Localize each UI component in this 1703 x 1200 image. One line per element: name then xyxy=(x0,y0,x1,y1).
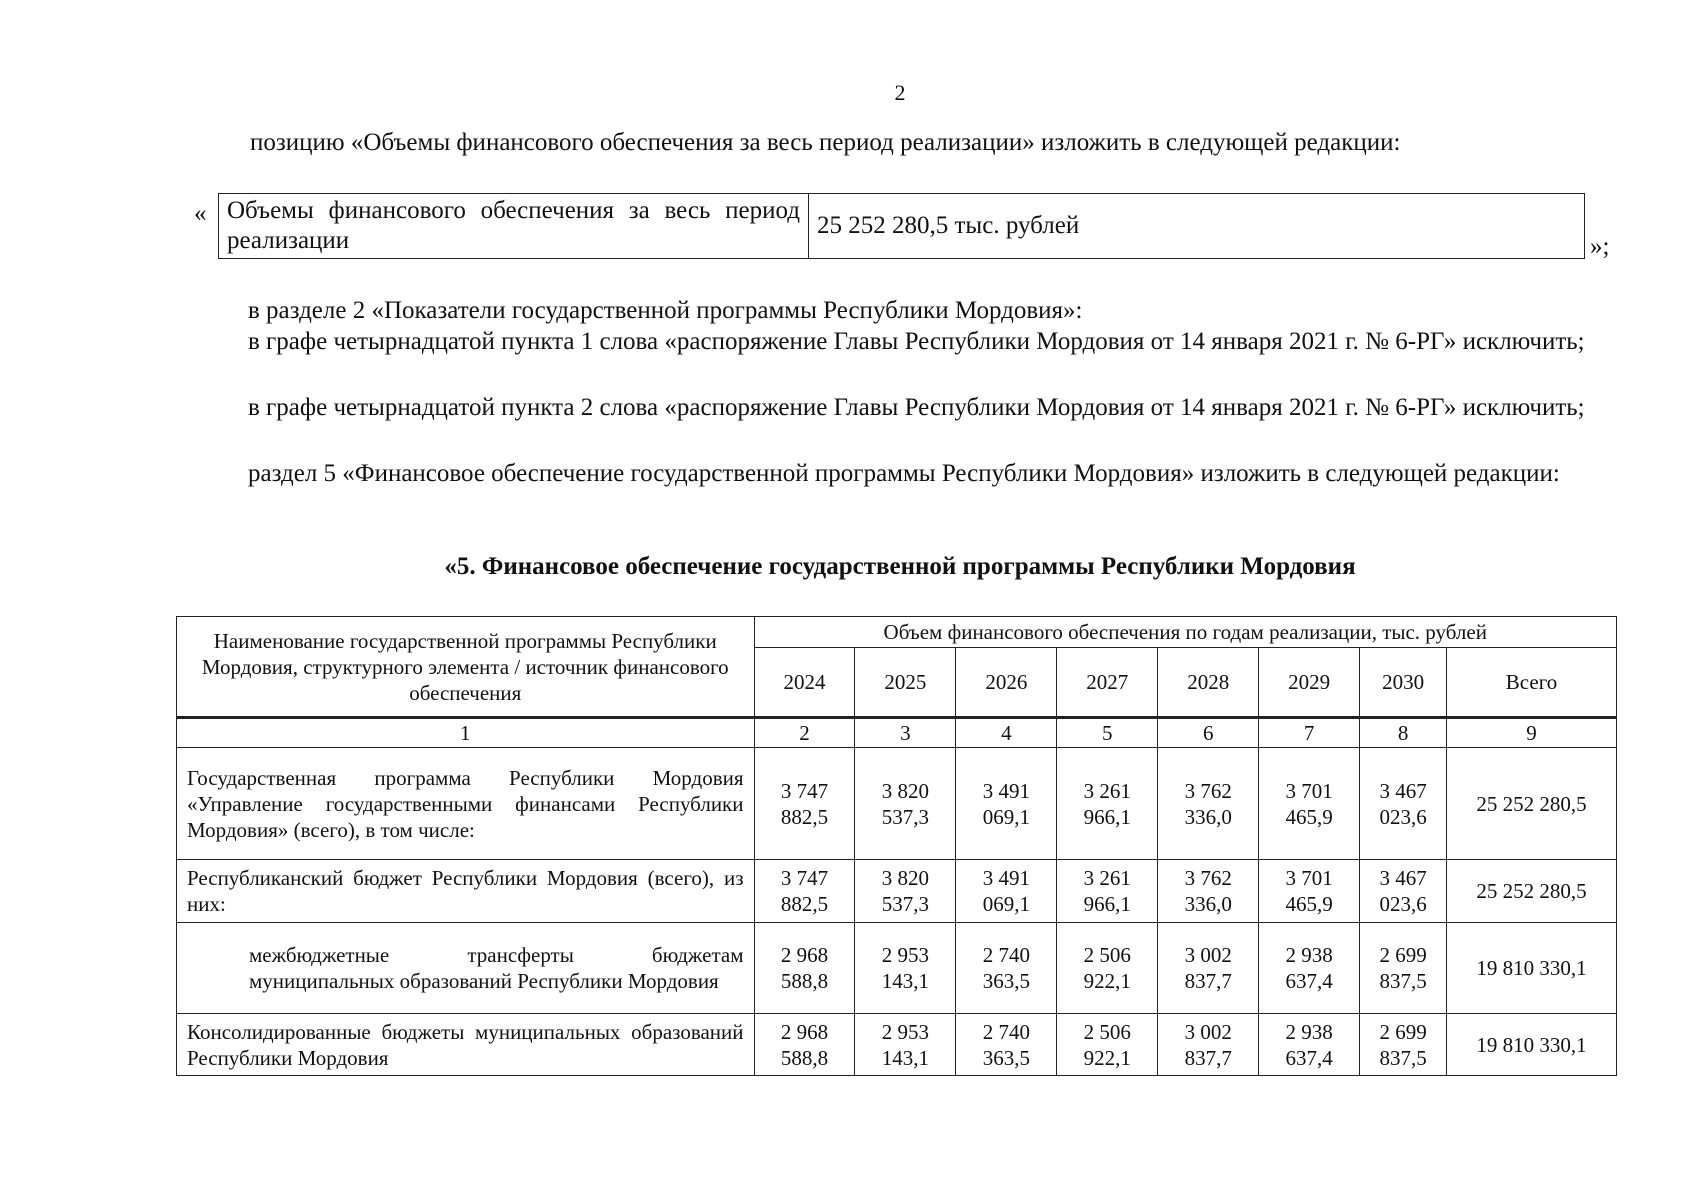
column-number: 2 xyxy=(754,718,855,748)
summary-label: Объемы финансового обеспечения за весь период реализации xyxy=(219,194,809,259)
row-value: 2 699 837,5 xyxy=(1360,1014,1447,1076)
row-value: 2 938 637,4 xyxy=(1259,923,1360,1014)
row-total: 25 252 280,5 xyxy=(1447,860,1617,923)
row-value: 3 747 882,5 xyxy=(754,748,855,860)
row-value: 2 953 143,1 xyxy=(855,923,956,1014)
column-number: 3 xyxy=(855,718,956,748)
row-value: 3 701 465,9 xyxy=(1259,748,1360,860)
row-value: 3 762 336,0 xyxy=(1158,748,1259,860)
year-header: 2030 xyxy=(1360,648,1447,718)
financing-table xyxy=(176,616,1617,1076)
table-row xyxy=(177,923,1617,1014)
row-value: 3 701 465,9 xyxy=(1259,860,1360,923)
section-title: «5. Финансовое обеспечение государственной программы Республики Мордовия xyxy=(444,553,1356,580)
row-name: Республиканский бюджет Республики Мордовия (всего), из них: xyxy=(177,860,755,923)
table-row xyxy=(177,1014,1617,1076)
summary-value: 25 252 280,5 тыс. рублей xyxy=(809,194,1585,259)
column-number: 5 xyxy=(1057,718,1158,748)
paragraph-section-2: в разделе 2 «Показатели государственной программы Республики Мордовия»: xyxy=(248,297,1083,324)
summary-open-quote: « xyxy=(194,200,207,227)
row-value: 2 953 143,1 xyxy=(855,1014,956,1076)
row-value: 3 261 966,1 xyxy=(1057,748,1158,860)
year-header: 2028 xyxy=(1158,648,1259,718)
row-value: 2 506 922,1 xyxy=(1057,923,1158,1014)
year-header: 2024 xyxy=(754,648,855,718)
row-value: 3 820 537,3 xyxy=(855,860,956,923)
year-header: 2025 xyxy=(855,648,956,718)
row-value: 3 467 023,6 xyxy=(1360,860,1447,923)
table-row xyxy=(177,748,1617,860)
row-value: 3 491 069,1 xyxy=(956,748,1057,860)
row-name: Консолидированные бюджеты муниципальных образований Республики Мордовия xyxy=(177,1014,755,1076)
paragraph-point-2: в графе четырнадцатой пункта 2 слова «распоряжение Главы Республики Мордовия от 14 января 2021 г. № 6-РГ» исключить; xyxy=(248,394,1585,421)
row-value: 3 820 537,3 xyxy=(855,748,956,860)
row-value: 2 968 588,8 xyxy=(754,923,855,1014)
row-total: 25 252 280,5 xyxy=(1447,748,1617,860)
row-value: 3 491 069,1 xyxy=(956,860,1057,923)
column-number: 9 xyxy=(1447,718,1617,748)
paragraph-section-5: раздел 5 «Финансовое обеспечение государственной программы Республики Мордовия» изложить в следующей редакции: xyxy=(248,460,1560,487)
row-value: 2 968 588,8 xyxy=(754,1014,855,1076)
column-number: 1 xyxy=(177,718,755,748)
name-column-header: Наименование государственной программы Республики Мордовия, структурного элемента / источник финансового обеспечения xyxy=(177,617,755,718)
column-number: 7 xyxy=(1259,718,1360,748)
year-header: 2026 xyxy=(956,648,1057,718)
row-total: 19 810 330,1 xyxy=(1447,1014,1617,1076)
row-value: 3 762 336,0 xyxy=(1158,860,1259,923)
row-value: 3 002 837,7 xyxy=(1158,1014,1259,1076)
row-value: 3 467 023,6 xyxy=(1360,748,1447,860)
row-value: 3 261 966,1 xyxy=(1057,860,1158,923)
page-number: 2 xyxy=(894,80,906,105)
row-value: 2 506 922,1 xyxy=(1057,1014,1158,1076)
total-header: Всего xyxy=(1447,648,1617,718)
row-value: 2 699 837,5 xyxy=(1360,923,1447,1014)
row-value: 2 938 637,4 xyxy=(1259,1014,1360,1076)
table-row xyxy=(177,860,1617,923)
column-number: 8 xyxy=(1360,718,1447,748)
row-value: 3 002 837,7 xyxy=(1158,923,1259,1014)
summary-table xyxy=(218,193,1585,259)
row-name: Государственная программа Республики Мордовия «Управление государственными финансами Республики Мордовия» (всего), в том числе: xyxy=(177,748,755,860)
intro-paragraph: позицию «Объемы финансового обеспечения за весь период реализации» изложить в следующей редакции: xyxy=(250,129,1401,156)
row-name: межбюджетные трансферты бюджетам муниципальных образований Республики Мордовия xyxy=(177,923,755,1014)
paragraph-point-1: в графе четырнадцатой пункта 1 слова «распоряжение Главы Республики Мордовия от 14 января 2021 г. № 6-РГ» исключить; xyxy=(248,328,1585,355)
column-number: 4 xyxy=(956,718,1057,748)
summary-close-quote: »; xyxy=(1590,233,1610,260)
row-value: 2 740 363,5 xyxy=(956,923,1057,1014)
row-total: 19 810 330,1 xyxy=(1447,923,1617,1014)
year-header: 2027 xyxy=(1057,648,1158,718)
column-number: 6 xyxy=(1158,718,1259,748)
row-value: 2 740 363,5 xyxy=(956,1014,1057,1076)
year-header: 2029 xyxy=(1259,648,1360,718)
row-value: 3 747 882,5 xyxy=(754,860,855,923)
group-column-header: Объем финансового обеспечения по годам реализации, тыс. рублей xyxy=(754,617,1616,648)
